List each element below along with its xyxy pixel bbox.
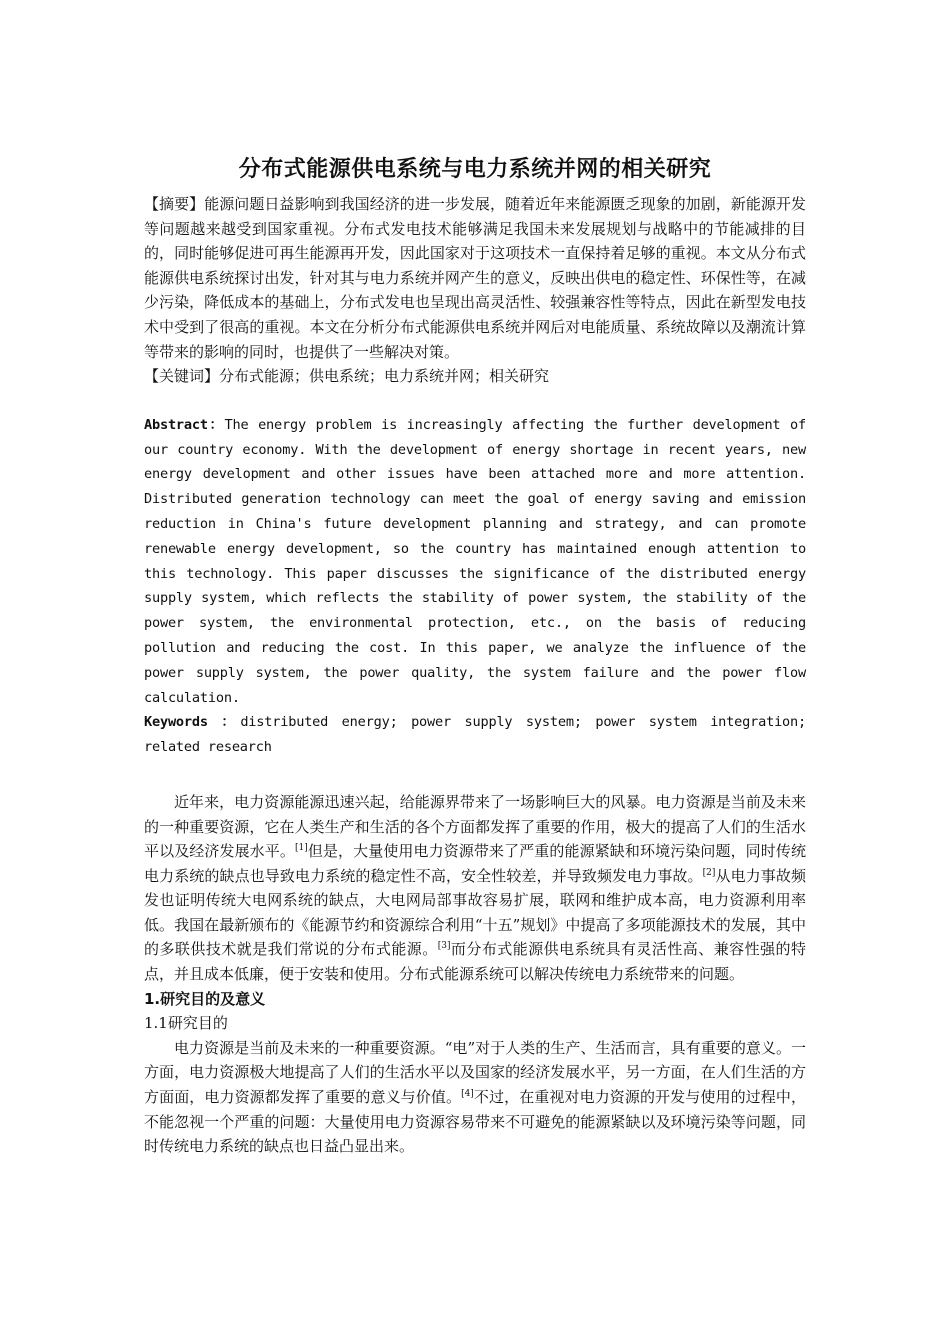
intro-text-4: 而分布式能源供电系统具有灵活性高、兼容性强的特点，并且成本低廉，便于安装和使用。分布式能源系统可以解决传统电力系统带来的问题。 [144, 940, 806, 984]
keywords-cn-text: 分布式能源；供电系统；电力系统并网；相关研究 [219, 367, 550, 386]
section-1-1-text-2: 不过，在重视对电力资源的开发与使用的过程中，不能忽视一个严重的问题：大量使用电力资源容易带来不可避免的能源紧缺以及环境污染等问题，同时传统电力系统的缺点也日益凸显出来。 [144, 1088, 806, 1156]
keywords-en [144, 710, 806, 760]
abstract-cn-label: 【摘要】 [144, 195, 205, 213]
intro-text-1: 近年来，电力资源能源迅速兴起，给能源界带来了一场影响巨大的风暴。电力资源是当前及未来的一种重要资源，它在人类生产和生活的各个方面都发挥了重要的作用，极大的提高了人们的生活水平以及经济发展水平。 [144, 792, 806, 861]
subsection-heading-1-1: 1.1研究目的 [144, 1014, 228, 1033]
abstract-en-label: Abstract： [144, 416, 225, 433]
intro-paragraph [144, 790, 806, 987]
paper-title: 分布式能源供电系统与电力系统并网的相关研究 [238, 157, 712, 182]
intro-text-3: 从电力事故频发也证明传统大电网系统的缺点，大电网局部事故容易扩展，联网和维护成本高，电力资源利用率低。我国在最新颁布的《能源节约和资源综合利用“十五”规划》中提高了多项能源技术的发展，其中的多联供技术就是我们常说的分布式能源。 [144, 866, 806, 959]
citation-3: [3] [437, 941, 451, 952]
citation-1: [1] [294, 843, 308, 854]
section-1-1-text-1: 电力资源是当前及未来的一种重要资源。“电”对于人类的生产、生活而言，具有重要的意义。一方面，电力资源极大地提高了人们的生活水平以及国家的经济发展水平，另一方面，在人们生活的方方面面，电力资源都发挥了重要的意义与价值。 [144, 1038, 806, 1107]
section-spacer [144, 760, 806, 790]
keywords-cn [144, 364, 806, 389]
abstract-cn-text: 能源问题日益影响到我国经济的进一步发展，随着近年来能源匮乏现象的加剧，新能源开发等问题越来越受到国家重视。分布式发电技术能够满足我国未来发展规划与战略中的节能减排的目的，同时能够促进可再生能源再开发，因此国家对于这项技术一直保持着足够的重视。本文从分布式能源供电系统探讨出发，针对其与电力系统并网产生的意义，反映出供电的稳定性、环保性等，在减少污染，降低成本的基础上，分布式发电也呈现出高灵活性、较强兼容性等特点，因此在新型发电技术中受到了很高的重视。本文在分析分布式能源供电系统并网后对电能质量、系统故障以及潮流计算等带来的影响的同时，也提供了一些解决对策。 [144, 195, 806, 361]
citation-4: [4] [461, 1089, 474, 1100]
abstract-en-text: The energy problem is increasingly affecting the further development of our country economy. With the development of energy shortage in recent years, new energy development and other issues have been attached more and more attention. Distributed generation technology can meet the goal of energy saving and emission reduction in China's future development planning and strategy, and can promote renewable energy development, so the country has maintained enough attention to this technology. This paper discusses the significance of the distributed energy supply system, which reflects the stability of power system, the stability of the power system, the environmental protection, etc., on the basis of reducing pollution and reducing the cost. In this paper, we analyze the influence of the power supply system, the power quality, the system failure and the power flow calculation. [144, 416, 806, 706]
keywords-en-label: Keywords ： [144, 714, 241, 731]
abstract-en [144, 413, 806, 760]
section-1-1-paragraph [144, 1036, 806, 1159]
keywords-cn-label: 【关键词】 [144, 367, 220, 386]
abstract-cn [144, 192, 806, 364]
citation-2: [2] [702, 867, 716, 878]
paper-page [144, 150, 806, 1159]
keywords-en-text: distributed energy; power supply system; power system integration; related research [144, 714, 806, 756]
section-heading-1: 1.研究目的及意义 [144, 989, 266, 1008]
intro-text-2: 但是，大量使用电力资源带来了严重的能源紧缺和环境污染问题，同时传统电力系统的缺点也导致电力系统的稳定性不高，安全性较差，并导致频发电力事故。 [144, 842, 806, 885]
abstract-en-paragraph [144, 413, 806, 711]
